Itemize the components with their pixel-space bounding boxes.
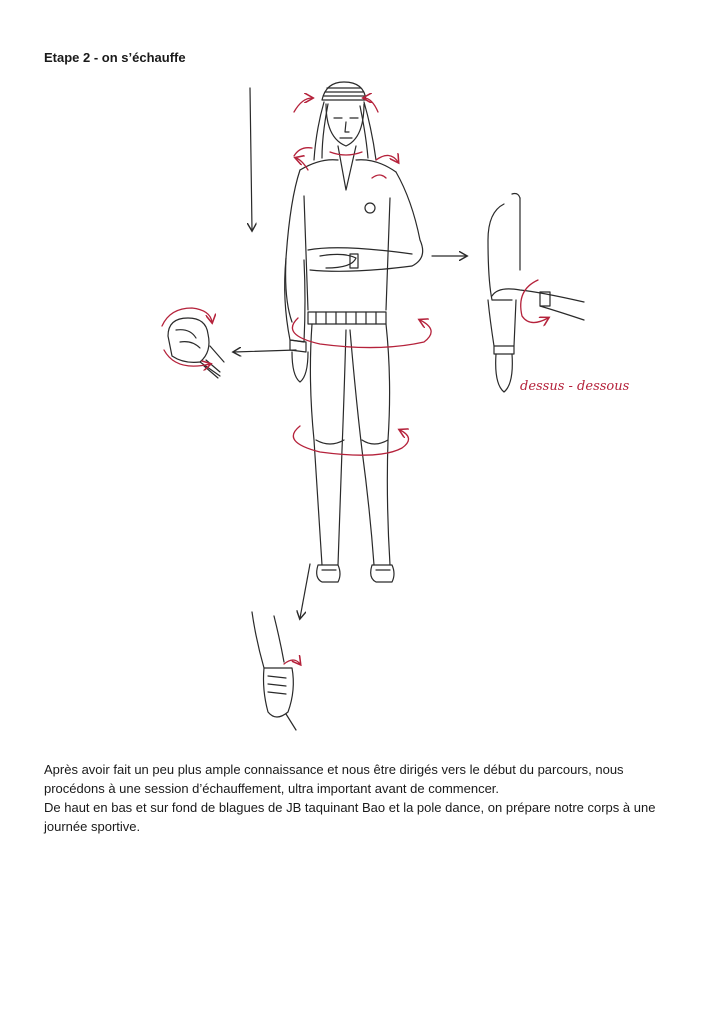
paragraph-warmup: De haut en bas et sur fond de blagues de JB taquinant Bao et la pole dance, on prépare notre corps à une journée sportive. bbox=[44, 800, 656, 834]
body-text bbox=[44, 760, 684, 836]
standing-figure bbox=[285, 82, 423, 582]
paragraph-intro: Après avoir fait un peu plus ample connaissance et nous être dirigés vers le début du parcours, nous procédons à une session d’échauffement, ultra important avant de commencer. bbox=[44, 762, 624, 796]
arm-detail bbox=[488, 194, 630, 395]
top-to-bottom-arrow bbox=[250, 88, 252, 230]
wrist-detail bbox=[162, 308, 224, 378]
ankle-detail bbox=[252, 612, 300, 730]
dessus-dessous-note: dessus - dessous bbox=[520, 379, 630, 394]
page-title: Etape 2 - on s’échauffe bbox=[44, 50, 186, 65]
rotation-marks bbox=[292, 98, 431, 455]
